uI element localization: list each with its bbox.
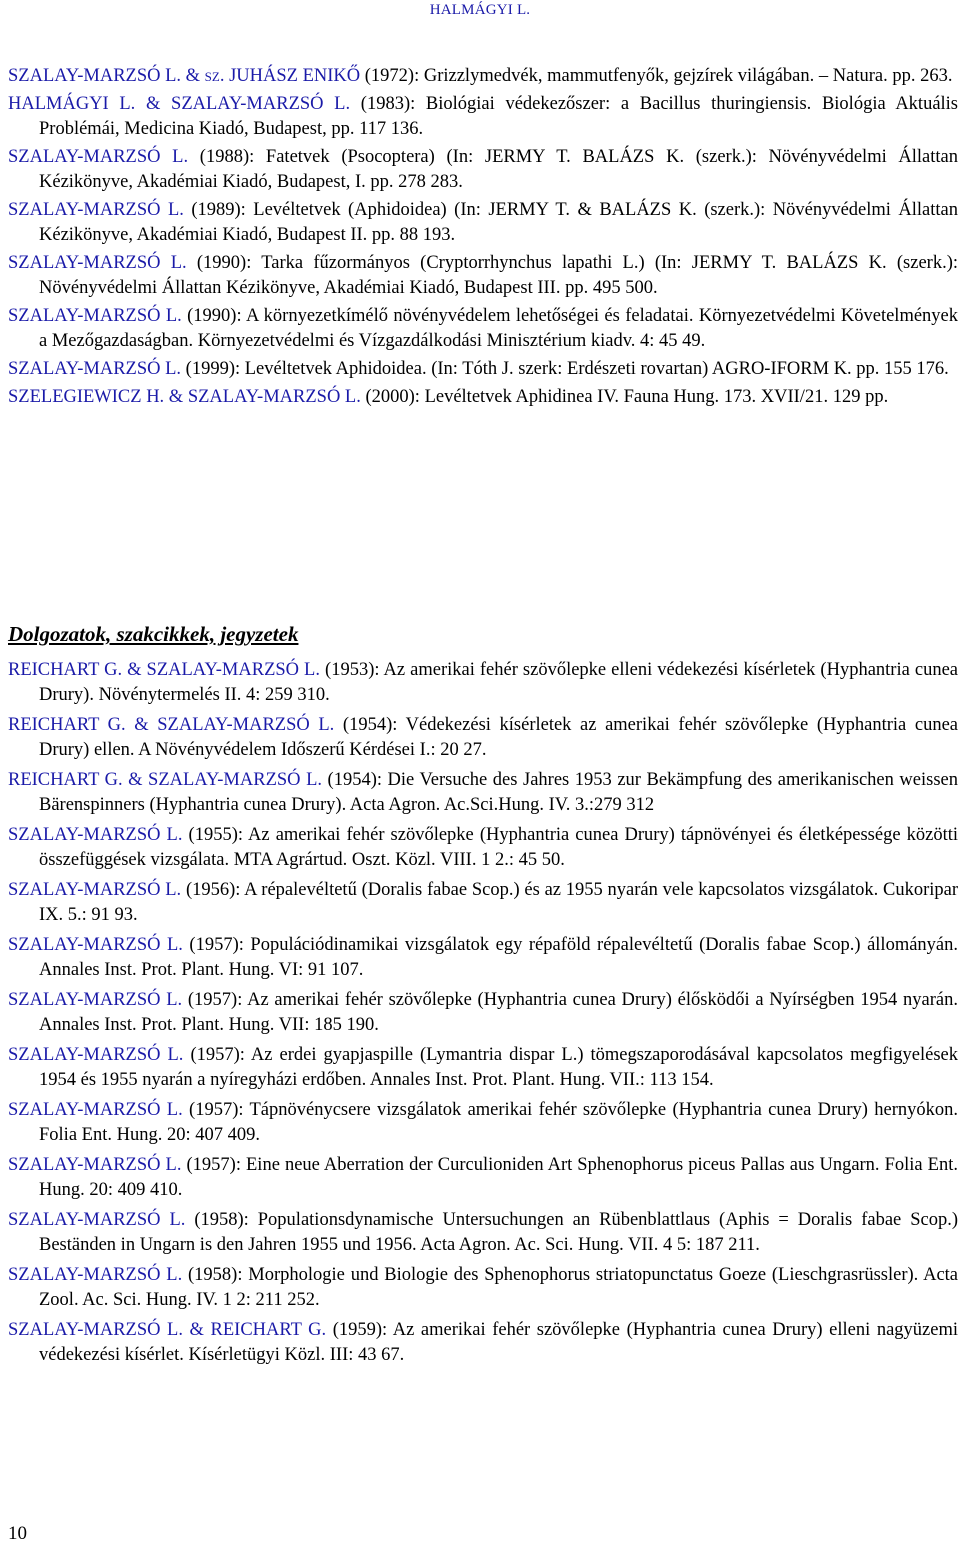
reference-details: (1957): Tápnövénycsere vizsgálatok amerikai fehér szövőlepke (Hyphantria cunea Drury) hernyókon. Folia Ent. Hung. 20: 407 409. (39, 1100, 959, 1145)
reference-authors: SZELEGIEWICZ H. & SZALAY-MARZSÓ L. (8, 387, 361, 407)
reference-details: (1958): Populationsdynamische Untersuchungen an Rübenblattlaus (Aphis = Doralis fabae Scop.) Beständen in Ungarn is den Jahren 1955 und 1956. Acta Agron. Ac. Sci. Hung. VII. 4 5: 187 211. (39, 1210, 958, 1255)
reference-authors: SZALAY-MARZSÓ L. (8, 1100, 183, 1120)
reference-authors: SZALAY-MARZSÓ L. (8, 253, 187, 273)
reference-entry (8, 357, 958, 382)
reference-entry (8, 1153, 958, 1203)
reference-entry (8, 768, 958, 818)
reference-authors: REICHART G. & SZALAY-MARZSÓ L. (8, 715, 335, 735)
reference-list-books (8, 64, 958, 413)
reference-authors: SZALAY-MARZSÓ L. (8, 880, 182, 900)
reference-entry (8, 385, 958, 410)
reference-details: (1990): Tarka fűzormányos (Cryptorrhynchus lapathi L.) (In: JERMY T. BALÁZS K. (szerk.): Növényvédelmi Állattan Kézikönyve, Akadémiai Kiadó, Budapest III. pp. 495 500. (39, 253, 958, 298)
reference-details: (1957): Populációdinamikai vizsgálatok egy répaföld répalevéltetű (Doralis fabae Scop.) állományán. Annales Inst. Prot. Plant. Hung. VI: 91 107. (39, 935, 959, 980)
reference-authors: HALMÁGYI L. & SZALAY-MARZSÓ L. (8, 94, 351, 114)
reference-entry (8, 933, 958, 983)
reference-details: (1957): Az erdei gyapjaspille (Lymantria dispar L.) tömegszaporodásával kapcsolatos megfigyelések 1954 és 1955 nyarán a nyíregyházi erdőben. Annales Inst. Prot. Plant. Hung. VII.: 113 154. (39, 1045, 958, 1090)
reference-details: (2000): Levéltetvek Aphidinea IV. Fauna Hung. 173. XVII/21. 129 pp. (360, 387, 889, 407)
reference-details: (1958): Morphologie und Biologie des Sphenophorus striatopunctatus Goeze (Lieschgrasrüssler). Acta Zool. Ac. Sci. Hung. IV. 1 2: 211 252. (39, 1265, 959, 1310)
reference-entry (8, 1043, 958, 1093)
reference-entry (8, 823, 958, 873)
reference-authors: SZALAY-MARZSÓ L. (8, 359, 182, 379)
reference-details: (1988): Fatetvek (Psocoptera) (In: JERMY T. BALÁZS K. (szerk.): Növényvédelmi Állattan Kézikönyve, Akadémiai Kiadó, Budapest, I. pp. 278 283. (39, 147, 958, 192)
reference-entry (8, 1318, 958, 1368)
reference-authors: SZALAY-MARZSÓ L. (8, 990, 183, 1010)
reference-authors: SZALAY-MARZSÓ L. (8, 1155, 182, 1175)
reference-details: (1983): Biológiai védekezőszer: a Bacillus thuringiensis. Biológia Aktuális Problémái, Medicina Kiadó, Budapest, pp. 117 136. (39, 94, 959, 139)
reference-entry (8, 92, 958, 142)
reference-authors: SZALAY-MARZSÓ L. (8, 306, 182, 326)
reference-details: (1957): Az amerikai fehér szövőlepke (Hyphantria cunea Drury) élősködői a Nyírségben 1954 nyarán. Annales Inst. Prot. Plant. Hung. VII: 185 190. (39, 990, 958, 1035)
reference-authors: REICHART G. & SZALAY-MARZSÓ L. (8, 660, 320, 680)
reference-authors: SZALAY-MARZSÓ L. (8, 825, 183, 845)
reference-entry (8, 713, 958, 763)
reference-authors: SZALAY-MARZSÓ L. & REICHART G. (8, 1320, 327, 1340)
page-number: 10 (8, 1523, 27, 1544)
reference-authors: SZALAY-MARZSÓ L. & sz. JUHÁSZ ENIKŐ (8, 66, 361, 86)
reference-details: (1989): Levéltetvek (Aphidoidea) (In: JERMY T. & BALÁZS K. (szerk.): Növényvédelmi Állattan Kézikönyve, Akadémiai Kiadó, Budapest II. pp. 88 193. (39, 200, 958, 245)
reference-details: (1954): Die Versuche des Jahres 1953 zur Bekämpfung des amerikanischen weissen Bärenspinners (Hyphantria cunea Drury). Acta Agron. Ac.Sci.Hung. IV. 3.:279 312 (39, 770, 958, 815)
reference-entry (8, 1098, 958, 1148)
reference-entry (8, 304, 958, 354)
section-heading: Dolgozatok, szakcikkek, jegyzetek (8, 622, 299, 646)
reference-entry (8, 878, 958, 928)
reference-authors: REICHART G. & SZALAY-MARZSÓ L. (8, 770, 322, 790)
reference-details: (1957): Eine neue Aberration der Curculioniden Art Sphenophorus piceus Pallas aus Ungarn. Folia Ent. Hung. 20: 409 410. (39, 1155, 958, 1200)
reference-list-articles (8, 658, 958, 1373)
reference-entry (8, 198, 958, 248)
reference-details: (1990): A környezetkímélő növényvédelem lehetőségei és feladatai. Környezetvédelmi Követelmények a Mezőgazdaságban. Környezetvédelmi és Vízgazdálkodási Minisztérium kiadv. 4: 45 49. (39, 306, 959, 351)
reference-authors: SZALAY-MARZSÓ L. (8, 935, 183, 955)
reference-details: (1999): Levéltetvek Aphidoidea. (In: Tóth J. szerk: Erdészeti rovartan) AGRO-IFORM K. pp. 155 176. (181, 359, 949, 379)
reference-authors: SZALAY-MARZSÓ L. (8, 1265, 183, 1285)
reference-entry (8, 145, 958, 195)
reference-authors: SZALAY-MARZSÓ L. (8, 200, 184, 220)
reference-authors: SZALAY-MARZSÓ L. (8, 1045, 184, 1065)
reference-details: (1972): Grizzlymedvék, mammutfenyők, gejzírek világában. – Natura. pp. 263. (360, 66, 953, 86)
reference-entry (8, 251, 958, 301)
reference-details: (1955): Az amerikai fehér szövőlepke (Hyphantria cunea Drury) tápnövényei és életképessége közötti összefüggések vizsgálata. MTA Agrártud. Oszt. Közl. VIII. 1 2.: 45 50. (39, 825, 959, 870)
reference-details: (1959): Az amerikai fehér szövőlepke (Hyphantria cunea Drury) elleni nagyüzemi védekezési kísérlet. Kísérletügyi Közl. III: 43 67. (39, 1320, 958, 1365)
reference-entry (8, 1263, 958, 1313)
reference-authors: SZALAY-MARZSÓ L. (8, 147, 189, 167)
reference-entry (8, 988, 958, 1038)
reference-entry (8, 64, 958, 89)
reference-authors: SZALAY-MARZSÓ L. (8, 1210, 186, 1230)
reference-details: (1956): A répalevéltetű (Doralis fabae Scop.) és az 1955 nyarán vele kapcsolatos vizsgálatok. Cukoripar IX. 5.: 91 93. (39, 880, 959, 925)
reference-details: (1953): Az amerikai fehér szövőlepke elleni védekezési kísérletek (Hyphantria cunea Drury). Növénytermelés II. 4: 259 310. (39, 660, 958, 705)
reference-details: (1954): Védekezési kísérletek az amerikai fehér szövőlepke (Hyphantria cunea Drury) ellen. A Növényvédelem Időszerű Kérdései I.: 20 27. (39, 715, 958, 760)
reference-entry (8, 658, 958, 708)
running-header: HALMÁGYI L. (429, 2, 531, 18)
reference-entry (8, 1208, 958, 1258)
